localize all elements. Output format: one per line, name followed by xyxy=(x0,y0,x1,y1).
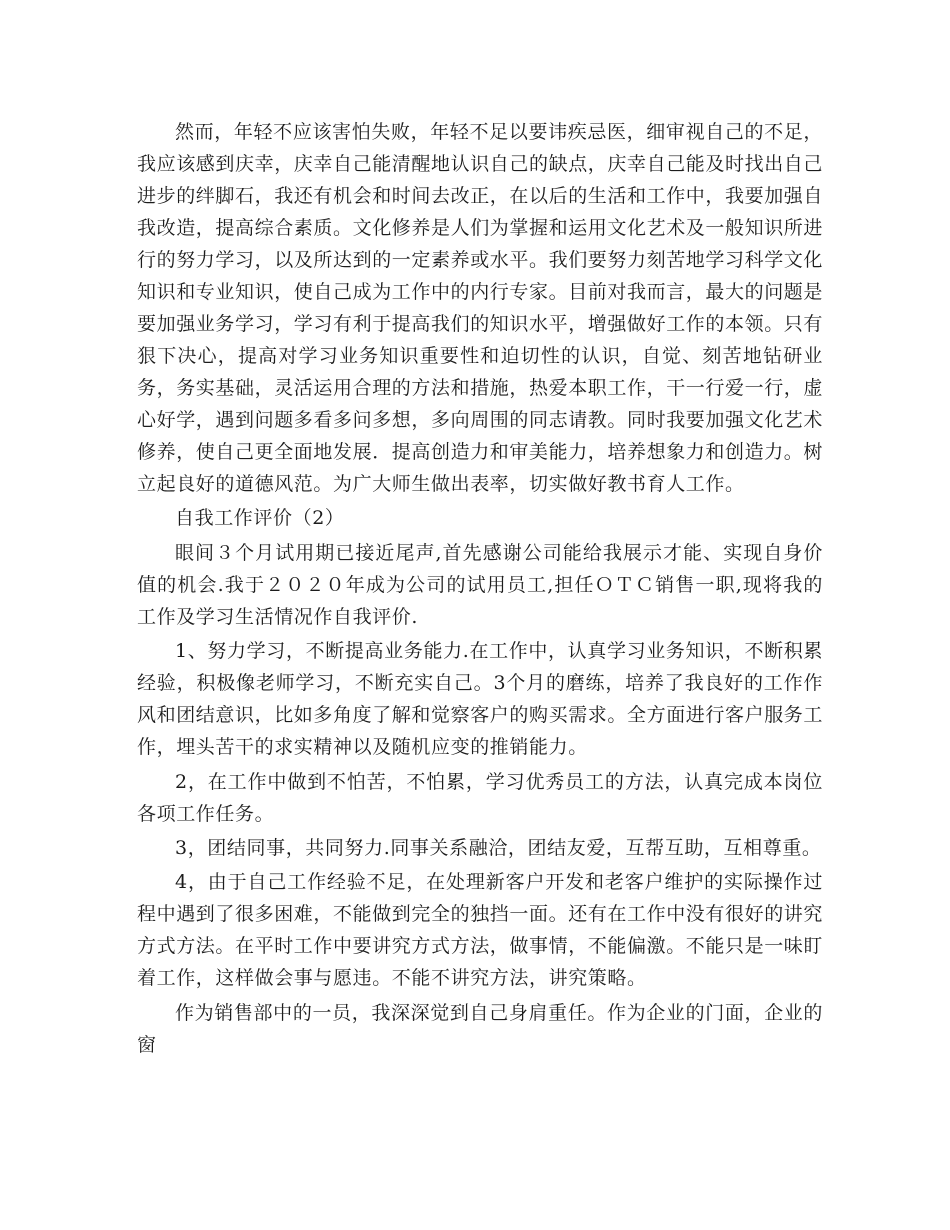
document-body xyxy=(137,116,823,1063)
paragraph-sales-role: 作为销售部中的一员，我深深觉到自己身肩重任。作为企业的门面，企业的窗 xyxy=(137,1001,823,1056)
paragraph-intro: 眼间３个月试用期已接近尾声,首先感谢公司能给我展示才能、实现自身价值的机会.我于２０２０年成为公司的试用员工,担任ＯＴＣ销售一职,现将我的工作及学习生活情况作自我评价. xyxy=(137,541,823,628)
paragraph-item-2: 2，在工作中做到不怕苦，不怕累，学习优秀员工的方法，认真完成本岗位各项工作任务。 xyxy=(137,770,823,825)
section-heading: 自我工作评价（2） xyxy=(175,507,345,530)
paragraph-self-improvement: 然而，年轻不应该害怕失败，年轻不足以要讳疾忌医，细审视自己的不足，我应该感到庆幸，庆幸自己能清醒地认识自己的缺点，庆幸自己能及时找出自己进步的绊脚石，我还有机会和时间去改正，在以后的生活和工作中，我要加强自我改造，提高综合素质。文化修养是人们为掌握和运用文化艺术及一般知识所进行的努力学习，以及所达到的一定素养或水平。我们要努力刻苦地学习科学文化知识和专业知识，使自己成为工作中的内行专家。目前对我而言，最大的问题是要加强业务学习，学习有利于提高我们的知识水平，增强做好工作的本领。只有狠下决心，提高对学习业务知识重要性和迫切性的认识，自觉、刻苦地钻研业务，务实基础，灵活运用合理的方法和措施，热爱本职工作，干一行爱一行，虚心好学，遇到问题多看多问多想，多向周围的同志请教。同时我要加强文化艺术修养，使自己更全面地发展．提高创造力和审美能力，培养想象力和创造力。树立起良好的道德风范。为广大师生做出表率，切实做好教书育人工作。 xyxy=(137,121,824,495)
paragraph-item-4: 4，由于自己工作经验不足，在处理新客户开发和老客户维护的实际操作过程中遇到了很多困难，不能做到完全的独挡一面。还有在工作中没有很好的讲究方式方法。在平时工作中要讲究方式方法，做事情，不能偏激。不能只是一味盯着工作，这样做会事与愿违。不能不讲究方法，讲究策略。 xyxy=(137,871,824,990)
paragraph-item-3: 3，团结同事，共同努力.同事关系融洽，团结友爱，互帮互助，互相尊重。 xyxy=(175,836,822,859)
paragraph-item-1: 1、努力学习，不断提高业务能力.在工作中，认真学习业务知识，不断积累经验，积极像老师学习，不断充实自己。3个月的磨练，培养了我良好的工作作风和团结意识，比如多角度了解和觉察客户的购买需求。全方面进行客户服务工作，埋头苦干的求实精神以及随机应变的推销能力。 xyxy=(137,640,824,759)
